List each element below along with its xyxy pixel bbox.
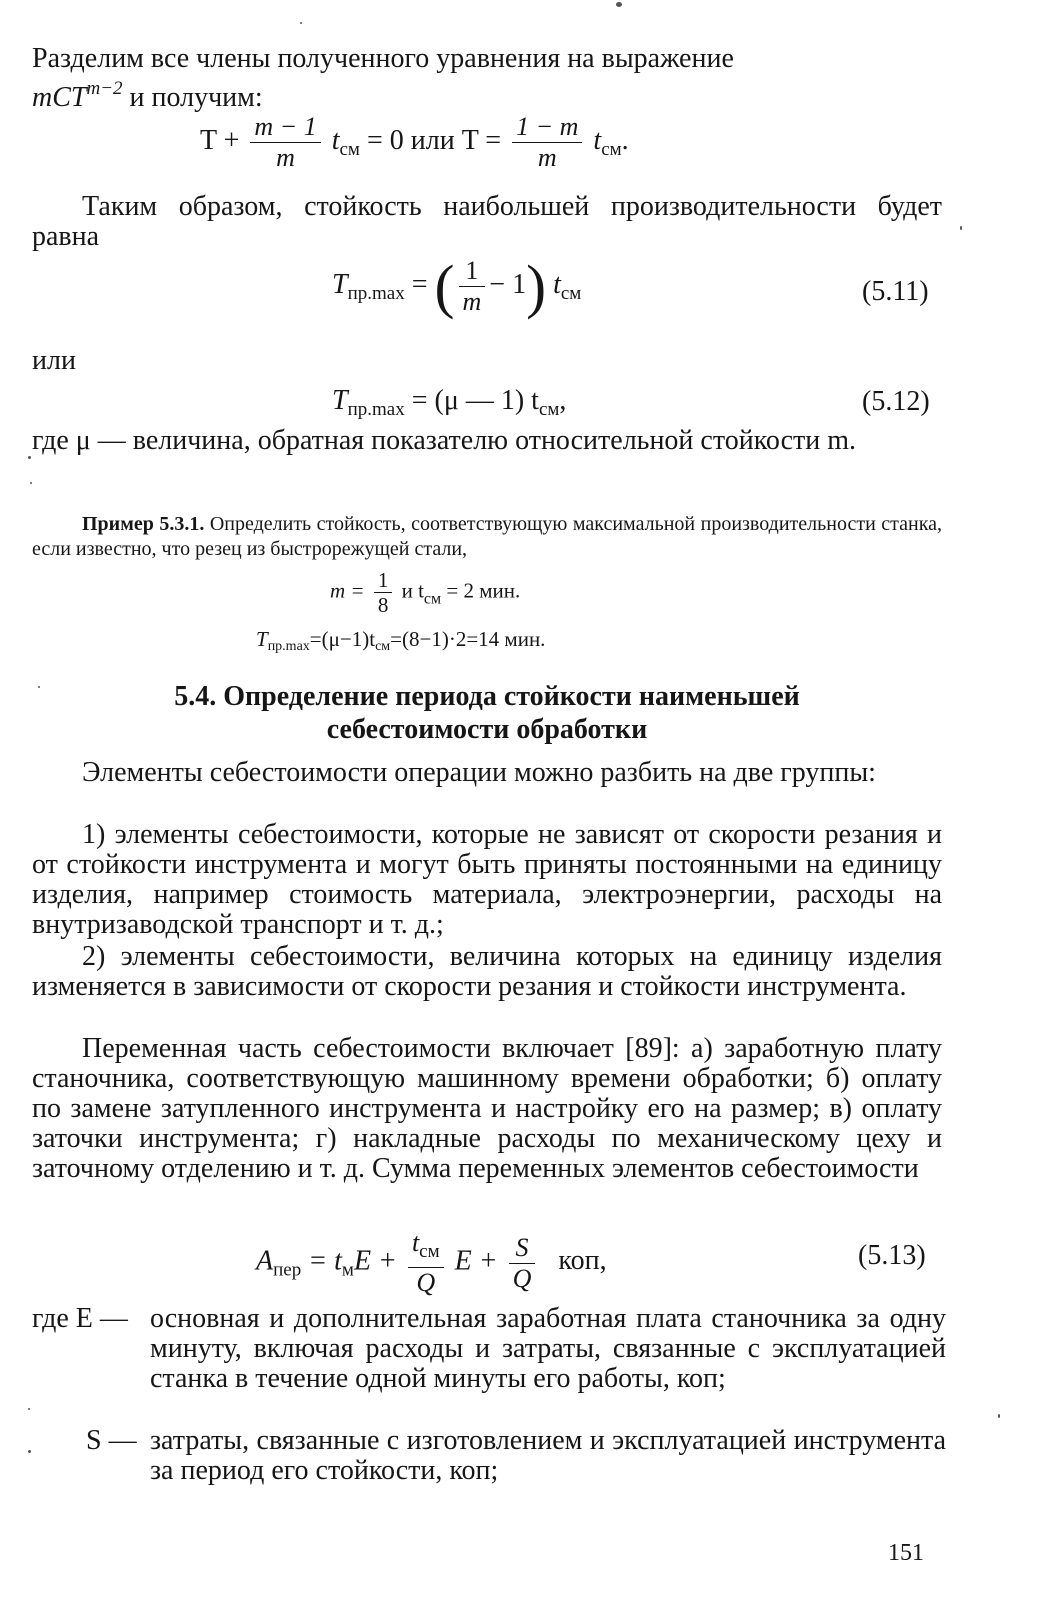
eq511-equals: = [411, 268, 428, 300]
eq-top-t1: t [331, 124, 340, 156]
example-result-sub2: см [375, 639, 391, 654]
section-title-line-2: себестоимости обработки [326, 714, 648, 745]
example-cond-frac-den: 8 [377, 593, 389, 617]
eq512-T: T [332, 385, 348, 416]
scan-speck [28, 1450, 31, 1453]
scan-speck [300, 22, 302, 24]
example-condition [330, 568, 520, 617]
eq-top-t2-sub: см [601, 138, 622, 160]
eq511-fraction [459, 256, 486, 317]
eq513-frac2-den: Q [512, 1263, 532, 1293]
word-ili: или [32, 345, 76, 376]
eq513-E: E + [353, 1245, 397, 1277]
eq511-minus-one: − 1 [489, 268, 527, 300]
eq513-A: A [256, 1245, 274, 1277]
eq511-T: T [332, 268, 348, 300]
eq513-equals-t: = t [308, 1245, 342, 1277]
page-number: 151 [888, 1540, 924, 1566]
scan-speck [28, 456, 31, 459]
example-cond-sub: см [423, 590, 442, 608]
example-cond-rest: и t [396, 578, 424, 603]
intro-expression: mCT [32, 82, 87, 113]
example-result-sub: пр.max [267, 639, 310, 654]
definition-E-body: основная и дополнительная заработная плата станочника за одну минуту, включая расходы и затраты, связанные с эксплуатацией станка в течение одной минуты его работы, коп; [150, 1303, 946, 1394]
equation-5-12 [332, 386, 566, 425]
example-text: Определить стойкость, соответствующую максимальной производительности станка, если известно, что резец из быстрорежущей стали, [32, 513, 943, 560]
example-result-T: T [256, 627, 268, 651]
definition-S-body: затраты, связанные с изготовлением и эксплуатацией инструмента за период его стойкости, коп; [150, 1425, 946, 1486]
eq-top-t1-sub: см [339, 138, 360, 160]
equation-number-5-12: (5.12) [862, 386, 930, 417]
eq-top-fraction-1 [250, 112, 320, 173]
section-title [32, 680, 942, 746]
example-result-rest: =(μ−1)t [309, 627, 376, 651]
example-cond-frac-num: 1 [374, 568, 393, 593]
eq511-right-paren: ) [526, 253, 547, 320]
example-paragraph [32, 512, 942, 562]
intro-after: и получим: [122, 82, 263, 113]
paragraph-mu-definition: где μ — величина, обратная показателю относительной стойкости m. [32, 425, 857, 456]
eq-top-end: . [621, 124, 629, 156]
example-cond-fraction [374, 568, 393, 617]
definition-S-label: S — [86, 1425, 137, 1456]
eq512-T-sub: пр.max [347, 399, 405, 420]
scan-speck [30, 482, 32, 484]
example-cond-tail: = 2 мин. [441, 578, 521, 603]
paragraph-stoikost: Таким образом, стойкость наибольшей производительности будет равна [32, 191, 942, 252]
eq513-fraction-2 [509, 1233, 536, 1294]
eq513-fraction-1 [408, 1228, 444, 1298]
eq-top-frac2-den: m [537, 143, 557, 172]
scan-speck [38, 686, 40, 688]
eq513-frac1-den: Q [416, 1268, 436, 1297]
eq511-frac-num: 1 [459, 256, 486, 287]
section-title-line-1: 5.4. Определение периода стойкости наименьшей [174, 681, 800, 712]
section-paragraph-2: 1) элементы себестоимости, которые не зависят от скорости резания и от стойкости инструмента и могут быть приняты постоянными на единицу изделия, например стоимость материала, электроэнергии, расходы на внутризаводской транспорт и т. д.; [32, 819, 942, 940]
eq512-tail: , [559, 385, 567, 416]
definition-E-label: где E — [32, 1303, 128, 1334]
equation-number-5-11: (5.11) [862, 276, 929, 307]
eq-top-frac1-den: m [276, 143, 295, 172]
eq512-rhs: = (μ — 1) t [411, 385, 539, 416]
scan-speck [28, 1408, 30, 1410]
intro-text: Разделим все члены полученного уравнения на выражение [32, 43, 734, 74]
eq513-E2: E + [454, 1245, 498, 1277]
scan-speck [998, 1414, 1000, 1418]
intro-expression-power: m−2 [86, 78, 123, 99]
equation-5-13 [256, 1228, 607, 1298]
section-paragraph-3: 2) элементы себестоимости, величина которых на единицу изделия изменяется в зависимости от скорости резания и стойкости инструмента. [32, 941, 942, 1002]
section-paragraph-4: Переменная часть себестоимости включает [89]: а) заработную плату станочника, соответствующую машинному времени обработки; б) оплату по замене затупленного инструмента и настройку его на размер; в) оплату заточки инструмента; г) накладные расходы по механическому цеху и заточному отделению и т. д. Сумма переменных элементов себестоимости [32, 1033, 942, 1184]
example-cond-m: m = [330, 578, 365, 603]
example-result [256, 624, 545, 662]
eq-top-t2: t [593, 124, 602, 156]
eq513-frac2-num: S [509, 1233, 536, 1264]
scan-speck [960, 226, 962, 230]
equation-5-11 [332, 253, 582, 320]
example-result-tail: =(8−1)·2=14 мин. [390, 627, 546, 651]
eq511-T-sub: пр.max [347, 282, 405, 304]
equation-number-5-13: (5.13) [858, 1240, 926, 1271]
eq-top-frac2-num: 1 − m [512, 112, 582, 143]
eq-top-mid: = 0 или T = [366, 124, 502, 156]
equation-top [200, 112, 629, 173]
eq513-frac1-num-sub: см [419, 1241, 440, 1262]
paragraph-intro [32, 44, 942, 113]
example-label: Пример 5.3.1. [82, 513, 205, 535]
eq513-t-sub: м [341, 1259, 354, 1281]
scan-speck [616, 2, 622, 7]
eq511-left-paren: ( [434, 253, 455, 320]
eq513-frac1-num [408, 1228, 444, 1268]
eq513-frac1-num-t: t [411, 1228, 420, 1257]
eq511-t: t [553, 268, 561, 300]
eq-top-frac1-num: m − 1 [250, 112, 320, 143]
eq511-t-sub: см [560, 282, 582, 304]
eq512-t-sub: см [538, 399, 560, 420]
section-paragraph-1: Элементы себестоимости операции можно разбить на две группы: [82, 757, 876, 788]
eq-top-lhs: T + [200, 124, 240, 156]
eq513-A-sub: пер [273, 1259, 302, 1281]
eq511-frac-den: m [462, 287, 482, 316]
eq-top-fraction-2 [512, 112, 582, 173]
eq513-unit: коп, [558, 1245, 607, 1277]
